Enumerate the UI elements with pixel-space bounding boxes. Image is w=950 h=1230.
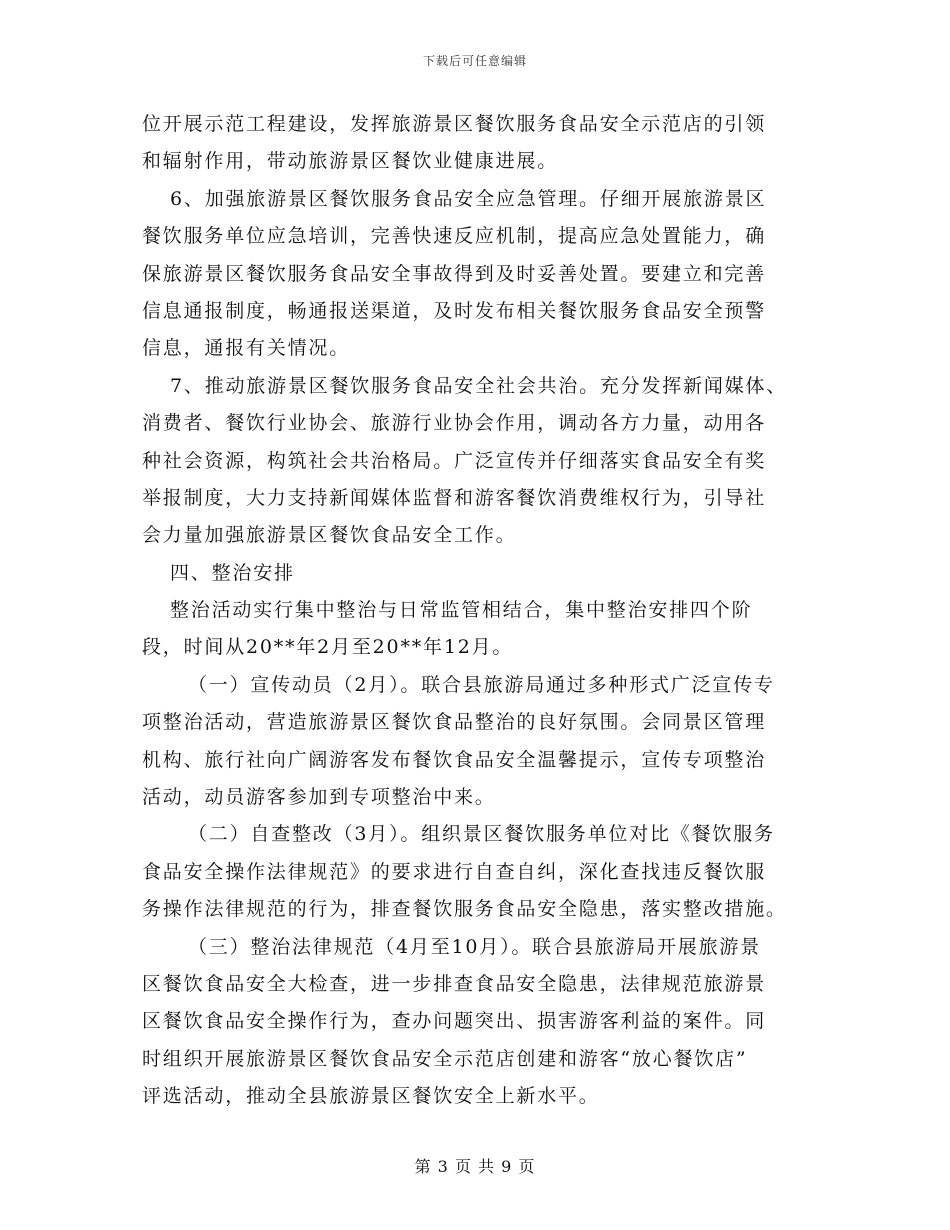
text-line: 信息通报制度，畅通报送渠道，及时发布相关餐饮服务食品安全预警 (142, 299, 767, 322)
text-line: 区餐饮食品安全操作行为，查办问题突出、损害游客利益的案件。同 (142, 1010, 767, 1033)
text-line: 四、整治安排 (170, 561, 295, 584)
text-line: 食品安全操作法律规范》的要求进行自查自纠，深化查找违反餐饮服 (142, 860, 767, 883)
text-line: （一）宣传动员（2月）。联合县旅游局通过多种形式广泛宣传专 (188, 673, 775, 696)
text-line: 餐饮服务单位应急培训，完善快速反应机制，提高应急处置能力，确 (142, 225, 767, 248)
text-line: 整治活动实行集中整治与日常监管相结合，集中整治安排四个阶 (170, 599, 753, 622)
text-line: 和辐射作用，带动旅游景区餐饮业健康进展。 (142, 150, 559, 173)
text-line: 活动，动员游客参加到专项整治中来。 (142, 786, 496, 809)
text-line: 举报制度，大力支持新闻媒体监督和游客餐饮消费维权行为，引导社 (142, 486, 767, 509)
text-line: 消费者、餐饮行业协会、旅游行业协会作用，调动各方力量，动用各 (142, 412, 767, 435)
document-body (142, 106, 832, 1116)
text-line: 机构、旅行社向广阔游客发布餐饮食品安全温馨提示，宣传专项整治 (142, 748, 767, 771)
page-footer: 第 3 页 共 9 页 (414, 1157, 536, 1176)
text-line: 务操作法律规范的行为，排查餐饮服务食品安全隐患，落实整改措施。 (142, 898, 787, 921)
text-line: 区餐饮食品安全大检查，进一步排查食品安全隐患，法律规范旅游景 (142, 972, 767, 995)
text-line: 评选活动，推动全县旅游景区餐饮安全上新水平。 (142, 1085, 600, 1108)
text-line: 项整治活动，营造旅游景区餐饮食品整治的良好氛围。会同景区管理 (142, 711, 767, 734)
text-line: （二）自查整改（3月）。组织景区餐饮服务单位对比《餐饮服务 (188, 823, 775, 846)
text-line: （三）整治法律规范（4月至10月）。联合县旅游局开展旅游景 (188, 935, 761, 958)
text-line: 保旅游景区餐饮服务食品安全事故得到及时妥善处置。要建立和完善 (142, 262, 767, 285)
text-line: 信息，通报有关情况。 (142, 337, 351, 360)
text-line: 6、加强旅游景区餐饮服务食品安全应急管理。仔细开展旅游景区 (170, 187, 767, 210)
text-line: 会力量加强旅游景区餐饮食品安全工作。 (142, 524, 517, 547)
text-line: 位开展示范工程建设，发挥旅游景区餐饮服务食品安全示范店的引领 (142, 113, 767, 135)
text-line: 时组织开展旅游景区餐饮食品安全示范店创建和游客“放心餐饮店” (142, 1047, 748, 1070)
page-header: 下载后可任意编辑 (422, 54, 527, 68)
text-line: 种社会资源，构筑社会共治格局。广泛宣传并仔细落实食品安全有奖 (142, 449, 767, 472)
text-line: 7、推动旅游景区餐饮服务食品安全社会共治。充分发挥新闻媒体、 (170, 374, 788, 397)
text-line: 段，时间从20**年2月至20**年12月。 (142, 636, 514, 659)
